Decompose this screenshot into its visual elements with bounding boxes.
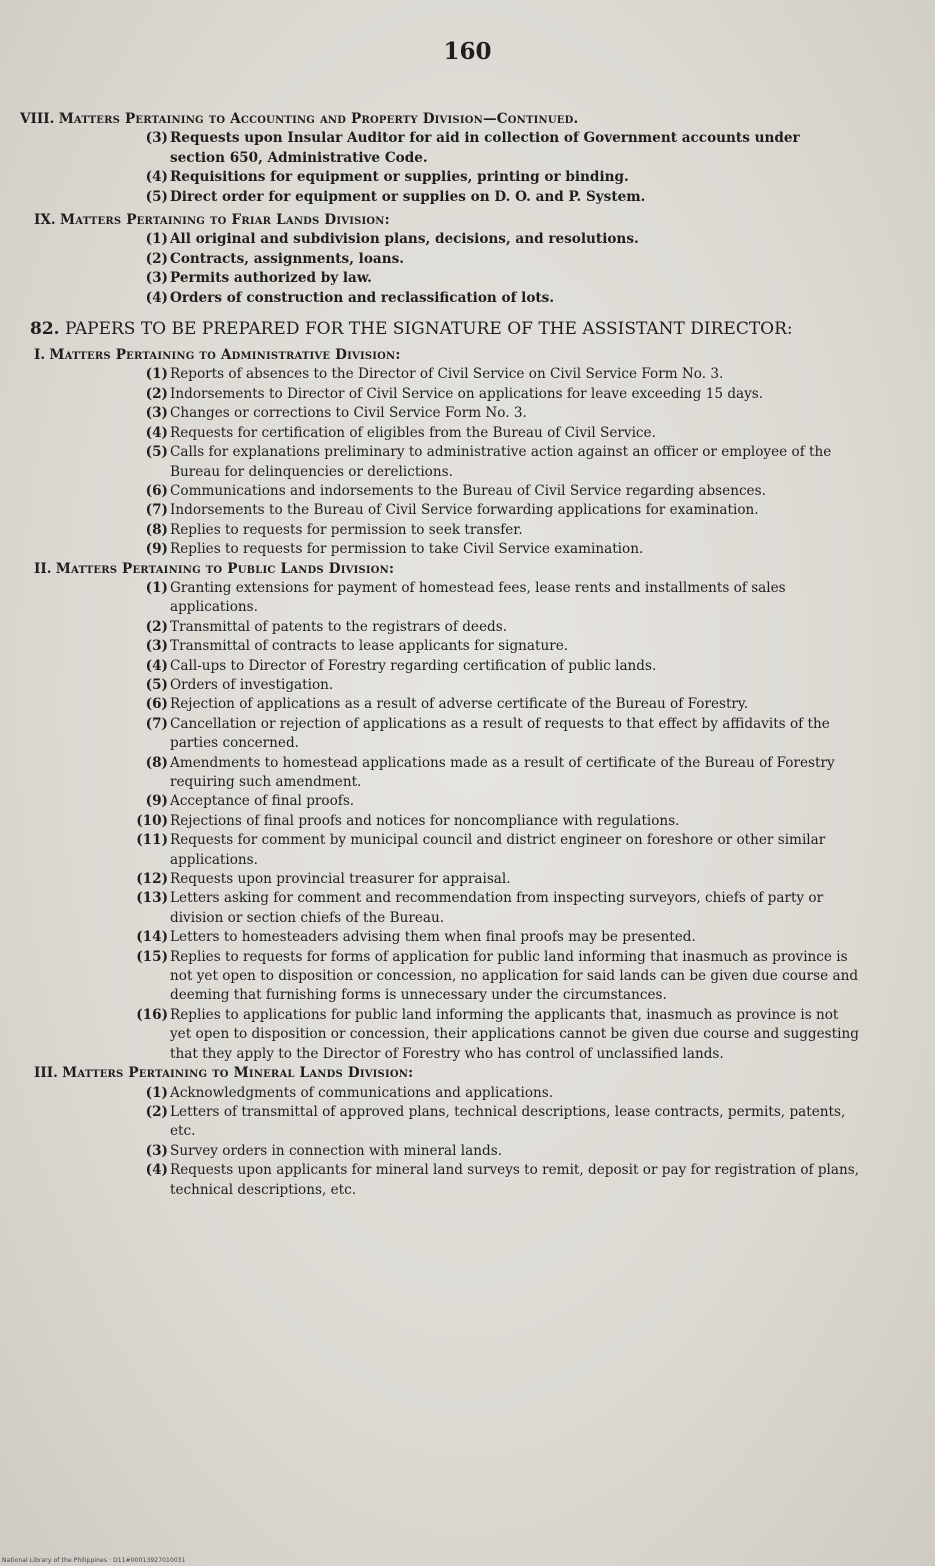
item-text: Changes or corrections to Civil Service Form No. 3.: [170, 405, 527, 422]
item-text: Transmittal of contracts to lease applicants for signature.: [170, 638, 569, 655]
item-text: Permits authorized by law.: [170, 270, 372, 287]
list-item: [20, 404, 860, 423]
item-number: (2): [145, 250, 168, 267]
item-text: Cancellation or rejection of applications as a result of requests to that effect by affidavits of the parties concerned.: [170, 715, 830, 752]
paragraph-title: PAPERS TO BE PREPARED FOR THE SIGNATURE OF THE ASSISTANT DIRECTOR:: [64, 319, 793, 340]
list-item: [20, 831, 860, 870]
list-item: [20, 1006, 860, 1064]
item-number: (1): [145, 366, 168, 383]
paragraph-number: 82.: [30, 319, 60, 340]
section-heading-i: [20, 346, 860, 365]
item-number: (11): [136, 832, 168, 849]
section-title: Matters Pertaining to Administrative Division:: [49, 347, 401, 364]
list-item: [20, 579, 860, 618]
list-item: [20, 676, 860, 695]
item-number: (12): [136, 871, 168, 888]
item-number: (3): [145, 270, 168, 287]
item-number: (8): [145, 754, 168, 771]
list-item: [20, 521, 860, 540]
item-number: (8): [145, 521, 168, 538]
item-number: (4): [145, 289, 168, 306]
list-item: [20, 230, 860, 249]
list-item: [20, 812, 860, 831]
list-item: [20, 482, 860, 501]
item-number: (9): [145, 541, 168, 558]
item-number: (3): [145, 130, 168, 147]
item-text: Orders of construction and reclassification of lots.: [170, 289, 555, 306]
list-item: [20, 1161, 860, 1200]
item-number: (16): [136, 1006, 168, 1023]
list-item: [20, 540, 860, 559]
item-text: Communications and indorsements to the Bureau of Civil Service regarding absences.: [170, 482, 766, 499]
item-text: All original and subdivision plans, decisions, and resolutions.: [170, 231, 639, 248]
item-number: (1): [145, 579, 168, 596]
list-item: [20, 657, 860, 676]
item-number: (9): [145, 793, 168, 810]
list-item: [20, 1084, 860, 1103]
paragraph-heading-82: [30, 318, 860, 340]
item-number: (1): [145, 231, 168, 248]
list-item: [20, 928, 860, 947]
page-content: [20, 110, 860, 1200]
item-number: (2): [145, 385, 168, 402]
item-number: (5): [145, 188, 168, 205]
list-item: [20, 168, 860, 187]
item-number: (10): [136, 812, 168, 829]
list-item: [20, 188, 860, 207]
item-text: Replies to requests for permission to take Civil Service examination.: [170, 541, 644, 558]
list-item: [20, 754, 860, 793]
list-item: [20, 637, 860, 656]
item-text: Acceptance of final proofs.: [170, 793, 355, 810]
list-item: [20, 792, 860, 811]
item-text: Requests for comment by municipal council and district engineer on foreshore or other similar applications.: [170, 832, 826, 868]
item-text: Requests upon provincial treasurer for appraisal.: [170, 871, 511, 888]
section-heading-iii: [20, 1064, 860, 1083]
item-text: Letters to homesteaders advising them when final proofs may be presented.: [170, 929, 696, 946]
list-item: [20, 1103, 860, 1142]
item-number: (1): [145, 1084, 168, 1101]
item-text: Replies to requests for permission to seek transfer.: [170, 521, 523, 538]
item-number: (5): [145, 676, 168, 693]
list-item: [20, 385, 860, 404]
section-title: Matters Pertaining to Friar Lands Division:: [59, 212, 390, 229]
list-item: [20, 695, 860, 714]
item-text: Reports of absences to the Director of Civil Service on Civil Service Form No. 3.: [170, 366, 724, 383]
item-text: Indorsements to the Bureau of Civil Service forwarding applications for examination.: [170, 502, 759, 519]
item-number: (4): [145, 1162, 168, 1179]
item-text: Orders of investigation.: [170, 676, 334, 693]
item-text: Calls for explanations preliminary to administrative action against an officer or employee of the Bureau for delinquencies or derelictions.: [170, 444, 832, 480]
list-item: [20, 443, 860, 482]
item-text: Call-ups to Director of Forestry regarding certification of public lands.: [170, 657, 657, 674]
item-number: (4): [145, 424, 168, 441]
item-text: Letters of transmittal of approved plans, technical descriptions, lease contracts, permits, patents, etc.: [170, 1103, 846, 1140]
item-text: Amendments to homestead applications made as a result of certificate of the Bureau of Forestry requiring such amendment.: [170, 754, 835, 790]
list-item: [20, 889, 860, 928]
list-item: [20, 948, 860, 1006]
item-number: (6): [145, 696, 168, 713]
section-numeral: II.: [34, 560, 52, 577]
item-text: Survey orders in connection with mineral lands.: [170, 1142, 503, 1159]
list-item: [20, 715, 860, 754]
item-number: (14): [136, 929, 168, 946]
item-text: Replies to applications for public land informing the applicants that, inasmuch as province is not yet open to disposition or concession, their applications cannot be given due course and suggesting that they apply to the Director of Forestry who has control of unclassified lands.: [170, 1006, 859, 1062]
item-text: Indorsements to Director of Civil Service on applications for leave exceeding 15 days.: [170, 385, 764, 402]
list-item: [20, 424, 860, 443]
item-number: (2): [145, 618, 168, 635]
item-text: Transmittal of patents to the registrars of deeds.: [170, 618, 508, 635]
section-title: Matters Pertaining to Public Lands Division:: [55, 560, 395, 577]
list-item: [20, 365, 860, 384]
archive-footer: National Library of the Philippines · D11#00013927010031: [2, 1557, 186, 1564]
item-number: (4): [145, 657, 168, 674]
list-item: [20, 289, 860, 308]
item-number: (3): [145, 638, 168, 655]
item-number: (7): [145, 502, 168, 519]
section-numeral: III.: [34, 1065, 58, 1082]
item-number: (13): [136, 890, 168, 907]
item-text: Contracts, assignments, loans.: [170, 250, 404, 267]
item-text: Direct order for equipment or supplies on D. O. and P. System.: [170, 188, 646, 205]
section-numeral: I.: [34, 347, 46, 364]
item-text: Acknowledgments of communications and applications.: [170, 1084, 554, 1101]
page-number: 160: [443, 38, 492, 65]
item-text: Rejection of applications as a result of adverse certificate of the Bureau of Forestry.: [170, 696, 749, 713]
item-number: (5): [145, 444, 168, 461]
section-numeral: IX.: [34, 212, 56, 229]
list-item: [20, 129, 860, 168]
section-title: Matters Pertaining to Accounting and Property Division—Continued.: [58, 111, 579, 127]
list-item: [20, 250, 860, 269]
item-number: (4): [145, 169, 168, 186]
item-number: (6): [145, 482, 168, 499]
item-text: Requests for certification of eligibles from the Bureau of Civil Service.: [170, 424, 656, 441]
item-text: Granting extensions for payment of homestead fees, lease rents and installments of sales applications.: [170, 579, 786, 616]
list-item: [20, 269, 860, 288]
list-item: [20, 501, 860, 520]
item-text: Rejections of final proofs and notices for noncompliance with regulations.: [170, 812, 680, 829]
section-title: Matters Pertaining to Mineral Lands Division:: [62, 1065, 414, 1082]
section-heading-ix: [20, 211, 860, 230]
section-heading-ii: [20, 560, 860, 579]
item-number: (15): [136, 948, 168, 965]
section-numeral: VIII.: [20, 111, 55, 127]
list-item: [20, 618, 860, 637]
item-text: Replies to requests for forms of application for public land informing that inasmuch as province is not yet open to disposition or concession, no application for said lands can be given due course and deeming that furnishing forms is unnecessary under the circumstances.: [170, 948, 859, 1004]
list-item: [20, 870, 860, 889]
item-text: Requests upon applicants for mineral land surveys to remit, deposit or pay for registration of plans, technical descriptions, etc.: [170, 1162, 860, 1198]
item-text: Requisitions for equipment or supplies, printing or binding.: [170, 169, 629, 186]
item-text: Requests upon Insular Auditor for aid in collection of Government accounts under section 650, Administrative Code.: [170, 130, 800, 166]
list-item: [20, 1142, 860, 1161]
item-number: (3): [145, 405, 168, 422]
item-text: Letters asking for comment and recommendation from inspecting surveyors, chiefs of party or division or section chiefs of the Bureau.: [170, 890, 824, 926]
item-number: (2): [145, 1103, 168, 1120]
item-number: (3): [145, 1142, 168, 1159]
section-heading-viii: [20, 110, 860, 129]
item-number: (7): [145, 715, 168, 732]
